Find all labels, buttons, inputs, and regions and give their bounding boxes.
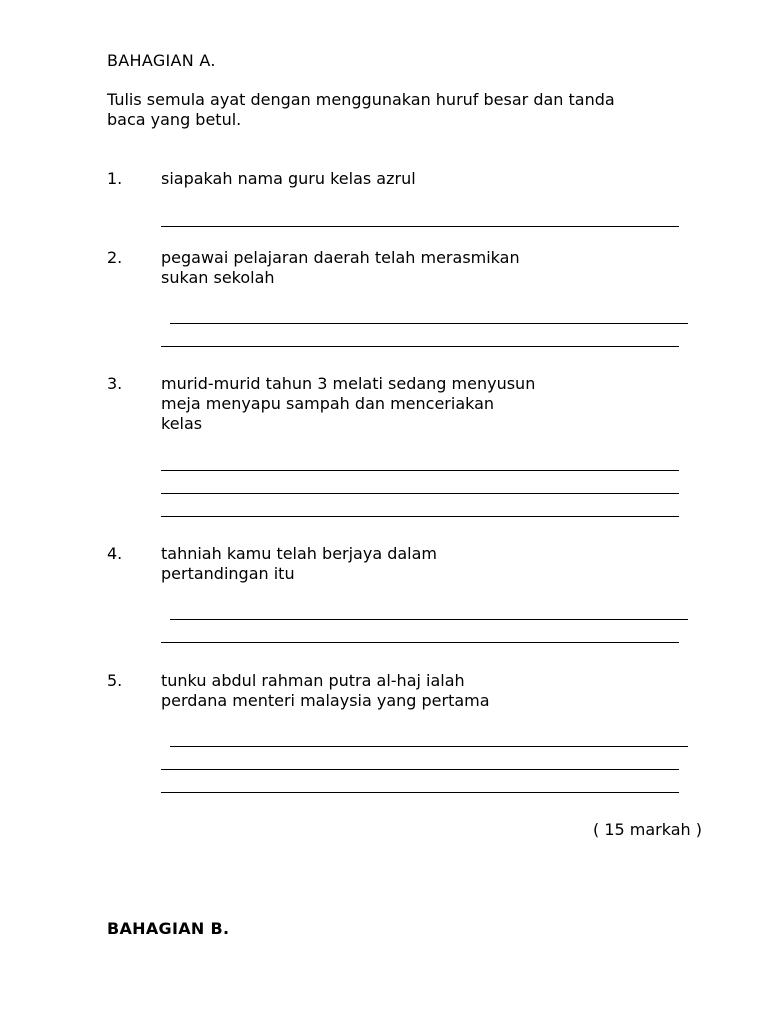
answer-line[interactable] bbox=[161, 346, 679, 347]
marks-label: ( 15 markah ) bbox=[593, 820, 702, 839]
question-4-line-2: pertandingan itu bbox=[161, 564, 295, 583]
answer-line[interactable] bbox=[161, 516, 679, 517]
answer-line[interactable] bbox=[161, 642, 679, 643]
question-5-line-1: tunku abdul rahman putra al-haj ialah bbox=[161, 671, 465, 690]
answer-line[interactable] bbox=[161, 792, 679, 793]
question-2-number: 2. bbox=[107, 248, 123, 267]
question-3-line-2: meja menyapu sampah dan menceriakan bbox=[161, 394, 495, 413]
question-5-number: 5. bbox=[107, 671, 123, 690]
section-a-title: BAHAGIAN A. bbox=[107, 51, 216, 70]
answer-line[interactable] bbox=[161, 493, 679, 494]
question-2-line-1: pegawai pelajaran daerah telah merasmikan bbox=[161, 248, 520, 267]
answer-line[interactable] bbox=[161, 226, 679, 227]
question-1-line-1: siapakah nama guru kelas azrul bbox=[161, 169, 416, 188]
question-1-number: 1. bbox=[107, 169, 123, 188]
section-b-title: BAHAGIAN B. bbox=[107, 919, 230, 938]
question-4-number: 4. bbox=[107, 544, 123, 563]
instruction-line-2: baca yang betul. bbox=[107, 110, 242, 129]
answer-line[interactable] bbox=[161, 470, 679, 471]
question-4-line-1: tahniah kamu telah berjaya dalam bbox=[161, 544, 438, 563]
answer-line[interactable] bbox=[170, 746, 688, 747]
answer-line[interactable] bbox=[170, 619, 688, 620]
answer-line[interactable] bbox=[161, 769, 679, 770]
question-3-line-1: murid-murid tahun 3 melati sedang menyusun bbox=[161, 374, 536, 393]
question-3-number: 3. bbox=[107, 374, 123, 393]
question-5-line-2: perdana menteri malaysia yang pertama bbox=[161, 691, 490, 710]
question-3-line-3: kelas bbox=[161, 414, 203, 433]
question-2-line-2: sukan sekolah bbox=[161, 268, 275, 287]
instruction-line-1: Tulis semula ayat dengan menggunakan huruf besar dan tanda bbox=[107, 90, 615, 109]
answer-line[interactable] bbox=[170, 323, 688, 324]
